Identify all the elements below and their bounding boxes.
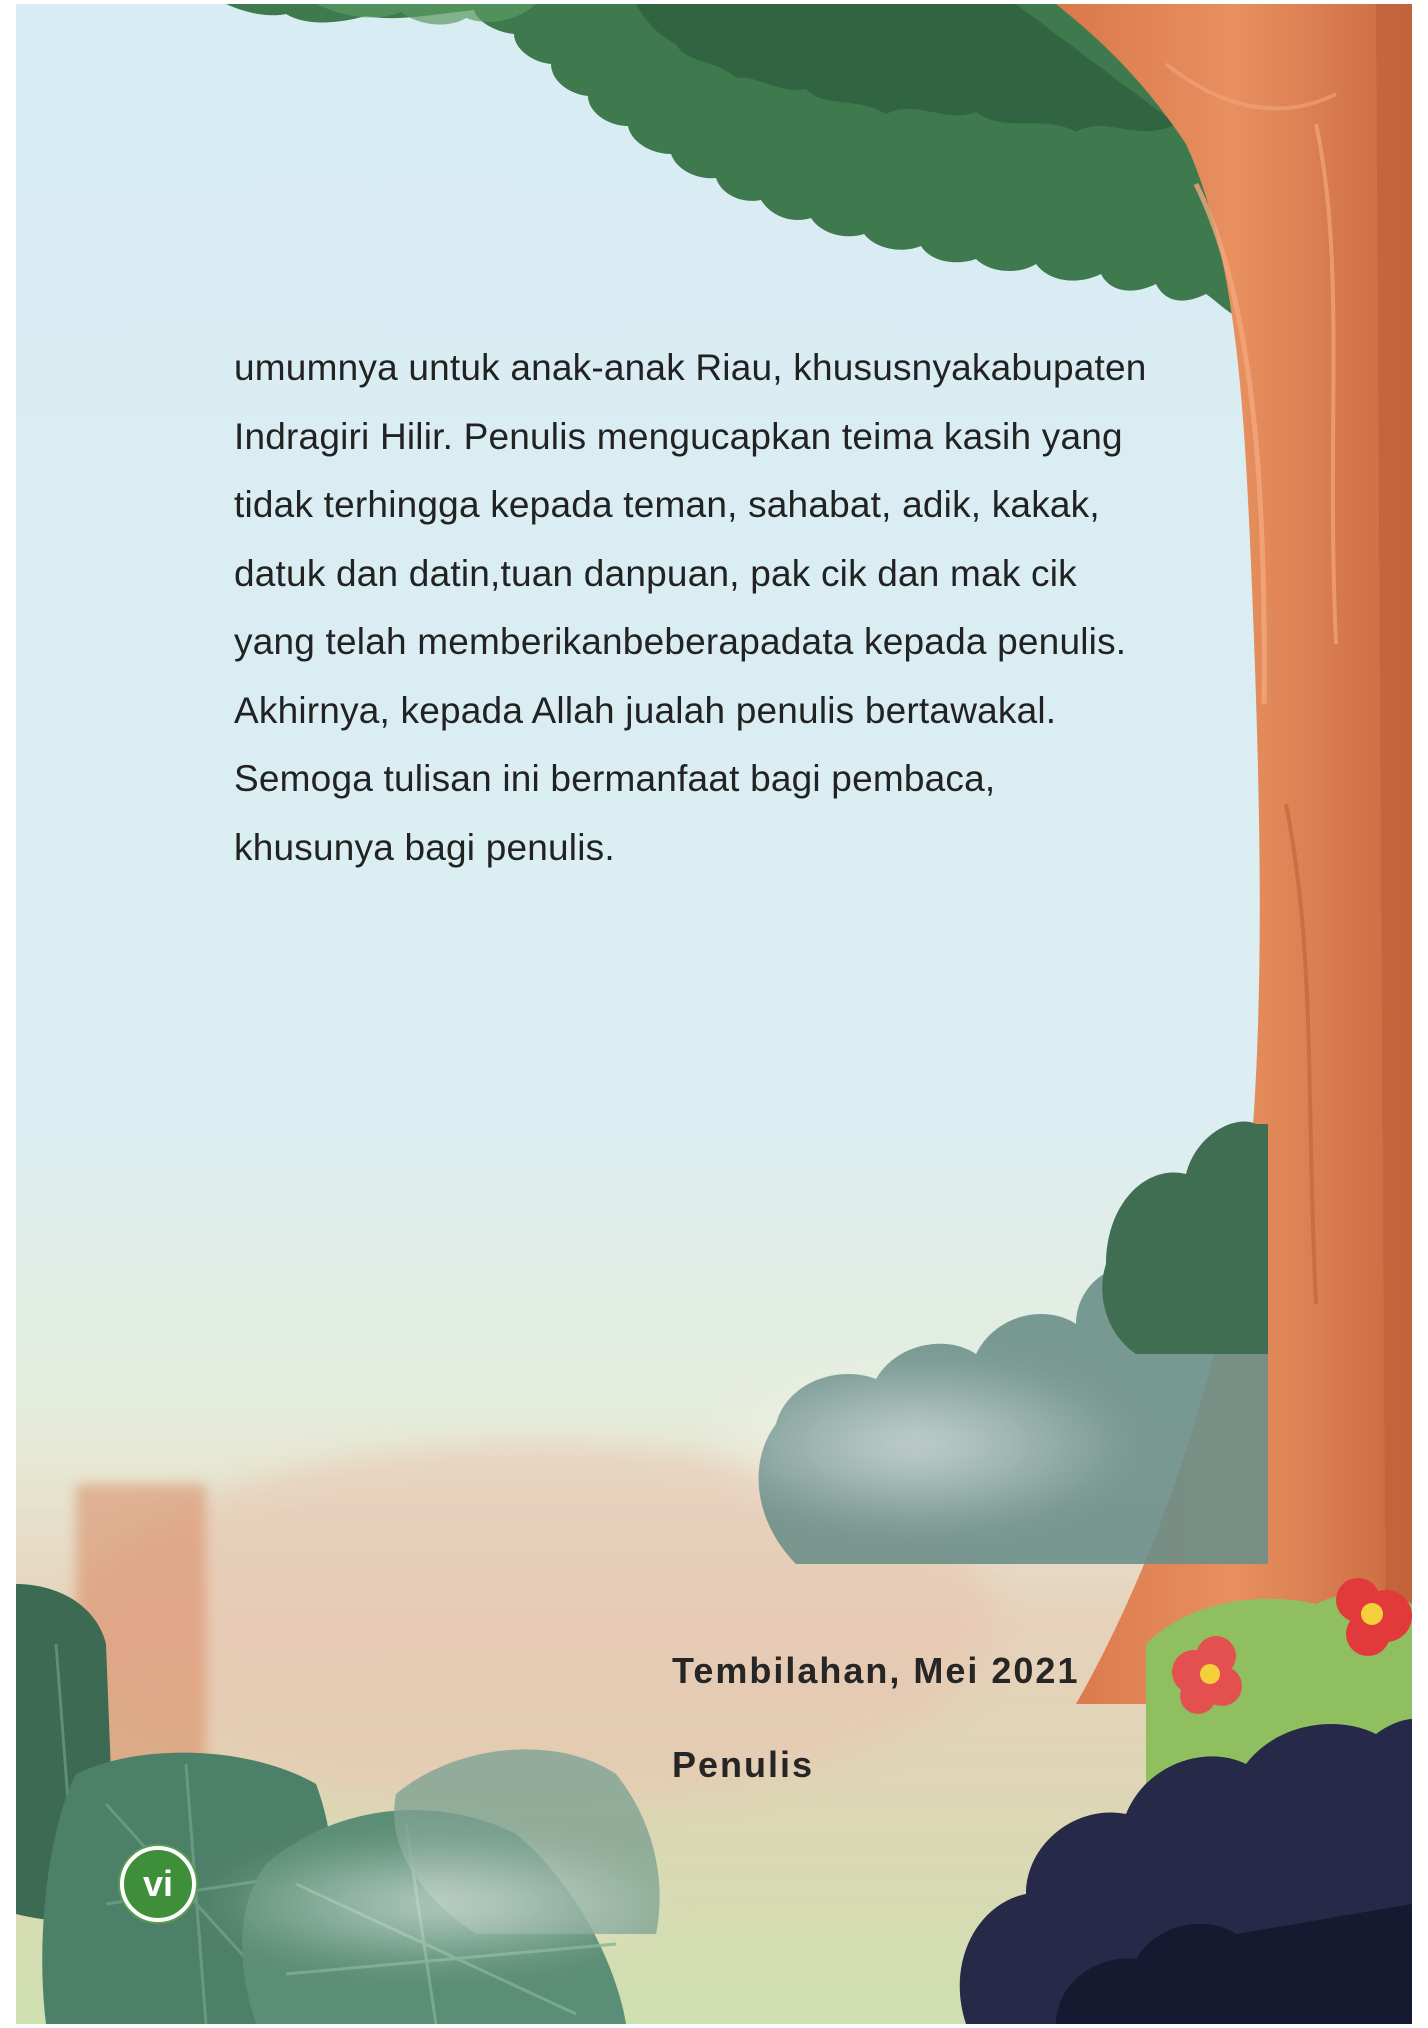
book-page [16,4,1412,2024]
body-line: Semoga tulisan ini bermanfaat bagi pembaca, [234,758,996,799]
page-number-badge: vi [120,1846,196,1922]
body-line: Indragiri Hilir. Penulis mengucapkan teima kasih yang [234,415,1123,457]
body-line: datuk dan datin,tuan danpuan, pak cik dan mak cik [234,552,1077,594]
signoff-author: Penulis [672,1744,815,1785]
body-line: yang telah memberikanbeberapadata kepada penulis. [234,621,1127,662]
body-line: Akhirnya, kepada Allah jualah penulis bertawakal. [234,689,1057,731]
signoff-place-date: Tembilahan, Mei 2021 [672,1650,1080,1691]
body-line: tidak terhingga kepada teman, sahabat, adik, kakak, [234,484,1100,525]
body-line: umumnya untuk anak-anak Riau, khususnyakabupaten [234,347,1147,388]
foreword-paragraph [234,334,1194,882]
body-line: khusunya bagi penulis. [234,826,615,868]
forest-illustration [16,4,1412,2024]
